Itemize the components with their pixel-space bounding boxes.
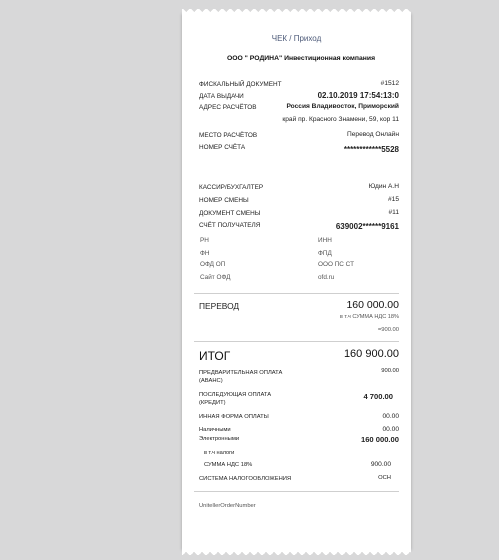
transfer-value: 160 000.00 xyxy=(346,299,399,311)
account-value: ************5528 xyxy=(343,145,399,154)
total-value: 160 900.00 xyxy=(343,348,399,360)
inn-label: ИНН xyxy=(318,237,332,244)
postpay-label-line1: ПОСЛЕДУЮЩАЯ ОПЛАТА xyxy=(199,392,272,398)
cashier-value: Юдин А.Н xyxy=(368,183,399,190)
fn-label: ФН xyxy=(200,250,210,257)
address-line2: край пр. Красного Знамени, 59, кор 11 xyxy=(282,116,399,123)
other-payment-label: ИННАЯ ФОРМА ОПЛАТЫ xyxy=(199,414,269,420)
postpay-value: 4 700.00 xyxy=(363,392,393,401)
receipt xyxy=(182,14,411,550)
ofd-value: ООО ПС СТ xyxy=(318,261,354,268)
prepay-label-line1: ПРЕДВАРИТЕЛЬНАЯ ОПЛАТА xyxy=(199,370,283,376)
company-name: ООО " РОДИНА" Инвестиционная компания xyxy=(226,55,376,62)
divider xyxy=(194,491,399,492)
divider xyxy=(194,341,399,342)
recipient-value: 639002******9161 xyxy=(335,222,399,231)
ofd-site-label: Сайт ОФД xyxy=(200,274,231,281)
issue-date-label: ДАТА ВЫДАЧИ xyxy=(199,93,244,100)
cashier-label: КАССИР/БУХГАЛТЕР xyxy=(199,184,264,191)
account-label: НОМЕР СЧЁТА xyxy=(199,144,246,151)
postpay-label-line2: (КРЕДИТ) xyxy=(199,400,226,406)
address-line1: Россия Владивосток, Приморский xyxy=(286,103,399,110)
tax-system-value: ОСН xyxy=(378,475,391,481)
vat-included-value: =900.00 xyxy=(377,327,399,333)
rn-label: РН xyxy=(200,237,209,244)
tax-system-label: СИСТЕМА НАЛОГООБЛОЖЕНИЯ xyxy=(199,476,292,482)
vat-label: СУММА НДС 18% xyxy=(204,462,253,468)
address-label: АДРЕС РАСЧЁТОВ xyxy=(199,104,257,111)
order-number-label: UnitellerOrderNumber xyxy=(199,503,256,509)
transfer-label: ПЕРЕВОД xyxy=(199,301,240,311)
prepay-value: 900.00 xyxy=(381,368,399,374)
ofd-label: ОФД ОП xyxy=(200,261,226,268)
issue-date-value: 02.10.2019 17:54:13:0 xyxy=(317,91,399,100)
divider xyxy=(194,293,399,294)
electronic-value: 160 000.00 xyxy=(360,435,399,444)
taxes-label: в т.ч налоги xyxy=(204,450,235,456)
vat-value: 900.00 xyxy=(370,461,391,468)
shift-doc-label: ДОКУМЕНТ СМЕНЫ xyxy=(199,210,261,217)
receipt-bottom-edge xyxy=(182,549,411,555)
vat-included-label: в т.ч СУММА НДС 18% xyxy=(339,314,399,320)
place-label: МЕСТО РАСЧЁТОВ xyxy=(199,132,258,139)
shift-label: НОМЕР СМЕНЫ xyxy=(199,197,249,204)
fpd-label: ФПД xyxy=(318,250,332,257)
recipient-label: СЧЁТ ПОЛУЧАТЕЛЯ xyxy=(199,222,261,229)
prepay-label-line2: (АВАНС) xyxy=(199,378,223,384)
fiscal-doc-value: #1512 xyxy=(380,80,399,87)
shift-value: #15 xyxy=(387,196,399,203)
other-payment-value: 00.00 xyxy=(382,413,399,420)
ofd-site-value: ofd.ru xyxy=(318,274,335,281)
shift-doc-value: #11 xyxy=(388,209,399,216)
place-value: Перевод Онлайн xyxy=(347,131,399,138)
cash-value: 00.00 xyxy=(382,426,399,433)
receipt-title: ЧЕК / Приход xyxy=(271,34,322,43)
total-label: ИТОГ xyxy=(199,349,231,363)
fiscal-doc-label: ФИСКАЛЬНЫЙ ДОКУМЕНТ xyxy=(199,81,282,88)
receipt-top-edge xyxy=(182,9,411,15)
cash-label: Наличными xyxy=(199,427,231,433)
electronic-label: Электронными xyxy=(199,436,240,442)
